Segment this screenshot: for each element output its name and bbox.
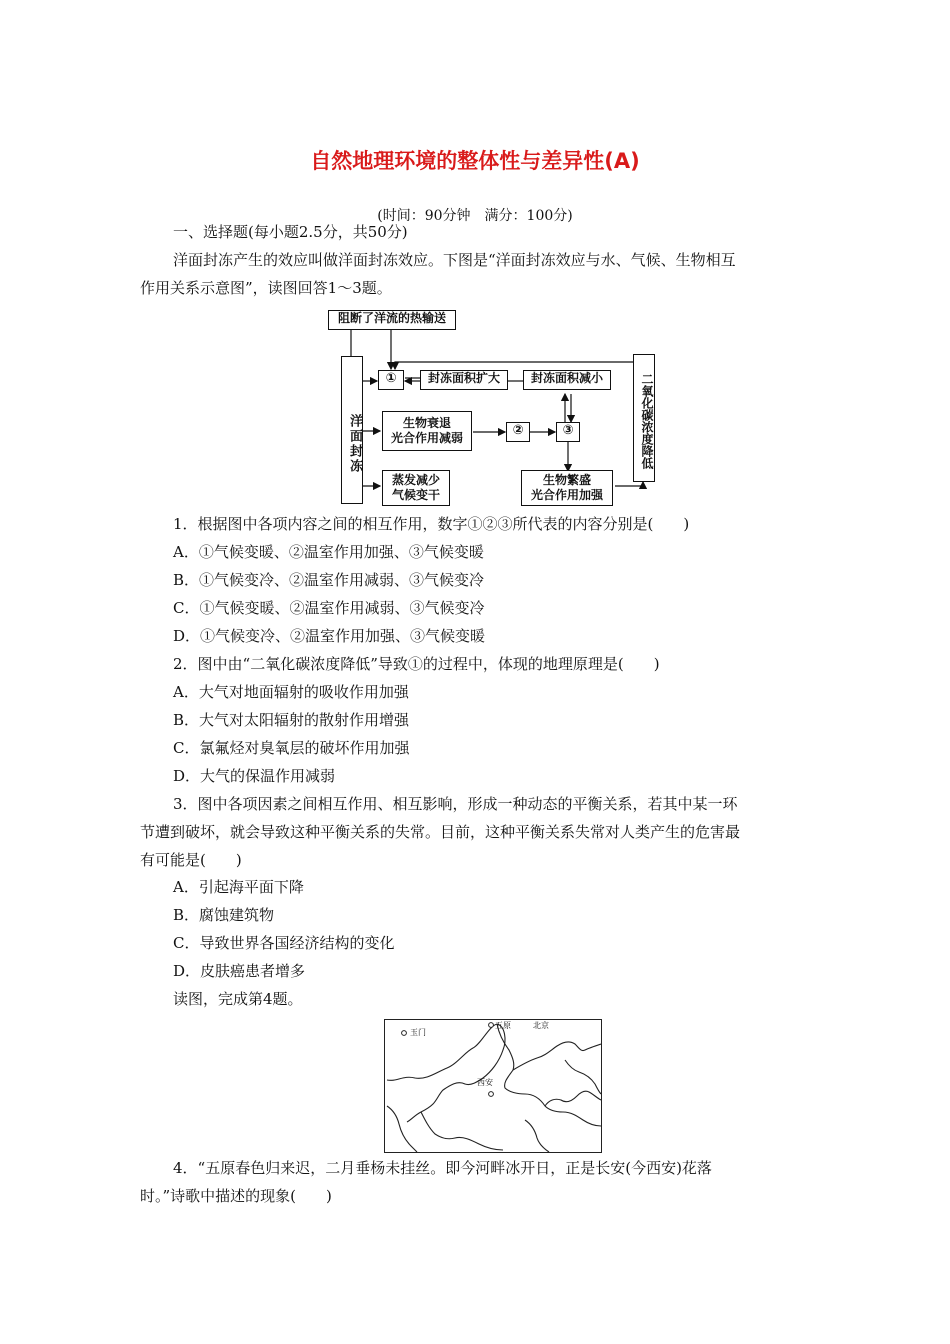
q4-stem-line-1: 4．“五原春色归来迟，二月垂杨未挂丝。即今河畔冰开日，正是长安(今西安)花落 <box>173 1159 712 1177</box>
evaporation-line-1: 蒸发减少 <box>391 473 440 487</box>
q2-option-a: A．大气对地面辐射的吸收作用加强 <box>173 683 409 701</box>
q3-option-b: B．腐蚀建筑物 <box>173 906 275 924</box>
q2-option-d: D．大气的保温作用减弱 <box>173 767 336 785</box>
heat-transport-box: 阻断了洋流的热输送 <box>328 310 456 330</box>
q3-stem-line-1: 3．图中各项因素之间相互作用、相互影响，形成一种动态的平衡关系，若其中某一环 <box>173 795 738 813</box>
q4-stem-line-2: 时。”诗歌中描述的现象( ) <box>140 1187 332 1205</box>
q2-option-b: B．大气对太阳辐射的散射作用增强 <box>173 711 410 729</box>
evaporation-line-2: 气候变干 <box>391 488 440 502</box>
bio-thrive-box <box>521 470 613 506</box>
evaporation-box <box>382 470 450 506</box>
q1-option-a: A．①气候变暖、②温室作用加强、③气候变暖 <box>173 543 484 561</box>
city-label-yumen: 玉门 <box>410 1028 426 1037</box>
q2-option-c: C．氯氟烃对臭氧层的破坏作用加强 <box>173 739 410 757</box>
intro-line-2: 作用关系示意图”，读图回答1～3题。 <box>140 279 392 297</box>
read-map-instruction: 读图，完成第4题。 <box>173 990 303 1008</box>
co2-decline-bar: 二氧化碳浓度降低 <box>633 354 655 482</box>
xian-marker <box>489 1092 494 1097</box>
q3-option-a: A．引起海平面下降 <box>173 878 304 896</box>
freeze-expand-box: 封冻面积扩大 <box>420 370 508 390</box>
city-label-xian: 西安 <box>477 1078 493 1087</box>
city-label-wuyuan: 五原 <box>495 1021 511 1030</box>
bio-decline-line-1: 生物衰退 <box>402 416 451 430</box>
q1-stem: 1．根据图中各项内容之间的相互作用，数字①②③所代表的内容分别是( ) <box>173 515 690 533</box>
wuyuan-marker <box>489 1023 494 1028</box>
circle-2-box: ② <box>506 422 530 442</box>
intro-line-1: 洋面封冻产生的效应叫做洋面封冻效应。下图是“洋面封冻效应与水、气候、生物相互 <box>173 251 736 269</box>
interaction-diagram <box>325 306 665 511</box>
q1-option-c: C．①气候变暖、②温室作用减弱、③气候变冷 <box>173 599 485 617</box>
bio-decline-line-2: 光合作用减弱 <box>390 431 463 445</box>
city-label-beijing: 北京 <box>533 1021 549 1030</box>
north-china-map <box>384 1019 602 1153</box>
exam-meta: (时间：90分钟 满分：100分) <box>377 208 573 224</box>
q3-option-c: C．导致世界各国经济结构的变化 <box>173 934 395 952</box>
q1-option-d: D．①气候变冷、②温室作用加强、③气候变暖 <box>173 627 486 645</box>
yumen-marker <box>402 1031 407 1036</box>
freeze-shrink-box: 封冻面积减小 <box>523 370 611 390</box>
map-outline <box>385 1020 601 1152</box>
page-title: 自然地理环境的整体性与差异性(A) <box>310 149 640 173</box>
q3-stem-line-3: 有可能是( ) <box>140 851 242 869</box>
circle-3-box: ③ <box>556 422 580 442</box>
bio-decline-box <box>382 411 472 451</box>
q3-stem-line-2: 节遭到破坏，就会导致这种平衡关系的失常。目前，这种平衡关系失常对人类产生的危害最 <box>140 823 741 841</box>
q1-option-b: B．①气候变冷、②温室作用减弱、③气候变冷 <box>173 571 485 589</box>
diagram-arrows <box>325 306 665 511</box>
q3-option-d: D．皮肤癌患者增多 <box>173 962 306 980</box>
circle-1-box: ① <box>378 370 404 390</box>
bio-thrive-line-1: 生物繁盛 <box>542 473 591 487</box>
section-heading: 一、选择题(每小题2.5分，共50分) <box>173 223 408 241</box>
ocean-freeze-bar: 洋面封冻 <box>341 356 363 504</box>
q2-stem: 2．图中由“二氧化碳浓度降低”导致①的过程中，体现的地理原理是( ) <box>173 655 660 673</box>
bio-thrive-line-2: 光合作用加强 <box>530 488 603 502</box>
